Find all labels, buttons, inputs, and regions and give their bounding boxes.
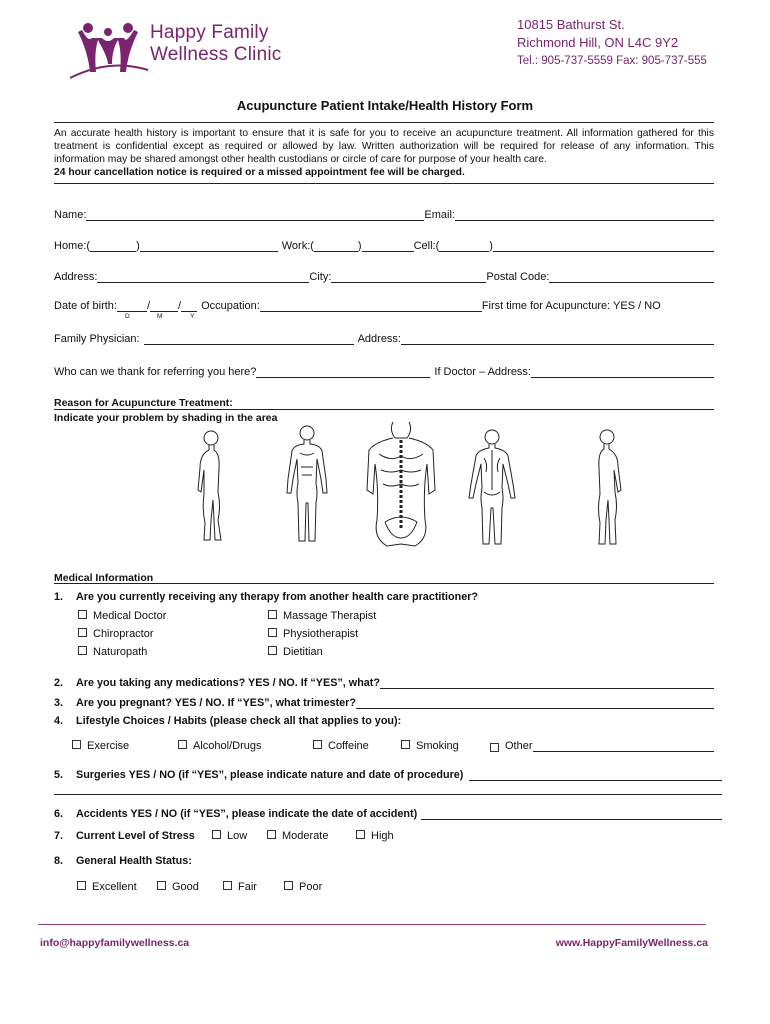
q4-text: Lifestyle Choices / Habits (please check all that applies to you):: [76, 715, 402, 727]
option-label: Fair: [238, 881, 257, 893]
work-phone-field[interactable]: [362, 240, 414, 252]
footer-email-link[interactable]: info@happyfamilywellness.ca: [40, 937, 190, 949]
checkbox-icon[interactable]: [78, 610, 87, 619]
medical-heading: Medical Information: [54, 572, 154, 584]
option-label: Low: [227, 830, 248, 842]
checkbox-icon[interactable]: [212, 830, 221, 839]
physician-row: [54, 329, 714, 345]
city-field[interactable]: [331, 271, 486, 283]
option-health-excellent[interactable]: [77, 881, 137, 893]
home-label: Home:(: [54, 240, 91, 252]
body-side-right-icon[interactable]: [588, 428, 628, 548]
dob-row: [54, 296, 714, 312]
name-email-row: [54, 205, 714, 221]
footer-website-link[interactable]: www.HappyFamilyWellness.ca: [555, 937, 708, 949]
option-massage-therapist[interactable]: [268, 610, 376, 622]
checkbox-icon[interactable]: [401, 740, 410, 749]
physician-address-label: Address:: [357, 333, 401, 345]
referral-label: Who can we thank for referring you here?: [54, 366, 257, 378]
q2-text: Are you taking any medications? YES / NO. If “YES”, what?: [76, 677, 380, 689]
home-phone-field[interactable]: [140, 240, 278, 252]
trimester-field[interactable]: [356, 697, 714, 709]
dob-sep-1: /: [146, 300, 151, 312]
option-exercise[interactable]: [72, 740, 129, 752]
q3-number: 3.: [54, 697, 64, 709]
accidents-field[interactable]: [421, 808, 722, 820]
option-label: Exercise: [87, 740, 130, 752]
option-label: Smoking: [416, 740, 459, 752]
option-label: Naturopath: [93, 646, 148, 658]
option-dietitian[interactable]: [268, 646, 323, 658]
reason-subheading: Indicate your problem by shading in the area: [54, 412, 278, 424]
question-1: [54, 591, 478, 603]
question-8: [54, 855, 192, 867]
clinic-name: [150, 22, 281, 66]
question-3: [54, 693, 714, 709]
work-area-field[interactable]: [314, 240, 358, 252]
clinic-name-line2: Wellness Clinic: [150, 44, 282, 65]
work-label: Work:(: [281, 240, 314, 252]
first-time-label: First time for Acupuncture: YES / NO: [481, 300, 661, 312]
physician-address-field[interactable]: [401, 333, 714, 345]
doctor-address-field[interactable]: [531, 366, 714, 378]
q2-number: 2.: [54, 677, 64, 689]
email-label: Email:: [424, 209, 455, 221]
form-title: Acupuncture Patient Intake/Health History Form: [236, 98, 534, 113]
option-chiropractor[interactable]: [78, 628, 154, 640]
clinic-name-line1: Happy Family: [150, 22, 269, 43]
address-city: Richmond Hill, ON L4C 9Y2: [517, 35, 679, 50]
option-label: Massage Therapist: [283, 610, 377, 622]
intro-divider: [54, 183, 714, 184]
q8-number: 8.: [54, 855, 64, 867]
q8-text: General Health Status:: [76, 855, 192, 867]
checkbox-icon[interactable]: [268, 646, 277, 655]
question-4: [54, 715, 401, 727]
intro-text: [54, 127, 714, 179]
name-field[interactable]: [86, 209, 424, 221]
dob-day-field[interactable]: [117, 300, 147, 312]
option-naturopath[interactable]: [78, 646, 147, 658]
option-stress-moderate[interactable]: [267, 830, 328, 842]
referral-field[interactable]: [256, 366, 430, 378]
checkbox-icon[interactable]: [78, 646, 87, 655]
q1-number: 1.: [54, 591, 64, 603]
surgeries-field-line2[interactable]: [54, 794, 722, 795]
name-label: Name:: [54, 209, 87, 221]
checkbox-icon[interactable]: [313, 740, 322, 749]
option-label: Poor: [299, 881, 323, 893]
cancellation-notice: 24 hour cancellation notice is required or a missed appointment fee will be charged.: [54, 167, 465, 178]
title-divider: [54, 122, 714, 123]
q6-text: Accidents YES / NO (if “YES”, please indicate the date of accident): [76, 808, 418, 820]
option-label: Physiotherapist: [283, 628, 359, 640]
question-6: [54, 804, 722, 820]
email-field[interactable]: [455, 209, 714, 221]
phone-row: [54, 236, 714, 252]
option-health-good[interactable]: [157, 881, 199, 893]
q4-number: 4.: [54, 715, 64, 727]
reason-heading: Reason for Acupuncture Treatment:: [54, 397, 233, 409]
checkbox-icon[interactable]: [157, 881, 166, 890]
option-label: High: [371, 830, 394, 842]
checkbox-icon[interactable]: [72, 740, 81, 749]
option-stress-low[interactable]: [212, 830, 247, 842]
q5-number: 5.: [54, 769, 64, 781]
checkbox-icon[interactable]: [356, 830, 365, 839]
address-label: Address:: [54, 271, 98, 283]
home-close: ): [136, 240, 140, 252]
dob-month-hint: M: [157, 313, 163, 320]
dob-year-hint: Y: [190, 313, 195, 320]
option-label: Chiropractor: [93, 628, 154, 640]
option-medical-doctor[interactable]: [78, 610, 166, 622]
dob-day-hint: D: [125, 313, 130, 320]
option-alcohol-drugs[interactable]: [178, 740, 261, 752]
option-label: Other: [505, 740, 533, 752]
checkbox-icon[interactable]: [223, 881, 232, 890]
option-label: Dietitian: [283, 646, 323, 658]
body-front-icon[interactable]: [284, 423, 330, 547]
dob-sep-2: /: [178, 300, 182, 312]
question-5: [54, 765, 722, 781]
body-back-icon[interactable]: [466, 428, 518, 548]
option-label: Coffeine: [328, 740, 369, 752]
q1-text: Are you currently receiving any therapy from another health care practitioner?: [76, 591, 478, 603]
question-2: [54, 673, 714, 689]
medications-field[interactable]: [380, 677, 714, 689]
dob-month-field[interactable]: [150, 300, 178, 312]
option-stress-high[interactable]: [356, 830, 394, 842]
body-side-left-icon[interactable]: [190, 428, 230, 546]
checkbox-icon[interactable]: [267, 830, 276, 839]
footer-divider: [38, 924, 706, 925]
address-phone: Tel.: 905-737-5559 Fax: 905-737-555: [517, 55, 707, 67]
option-coffeine[interactable]: [313, 740, 369, 752]
postal-label: Postal Code:: [486, 271, 550, 283]
option-health-poor[interactable]: [284, 881, 322, 893]
cell-phone-field[interactable]: [493, 240, 714, 252]
checkbox-icon[interactable]: [490, 743, 499, 752]
referral-row: [54, 362, 714, 378]
doctor-address-label: If Doctor – Address:: [434, 366, 531, 378]
checkbox-icon[interactable]: [268, 628, 277, 637]
q7-text: Current Level of Stress: [76, 830, 195, 842]
checkbox-icon[interactable]: [178, 740, 187, 749]
checkbox-icon[interactable]: [284, 881, 293, 890]
home-area-field[interactable]: [90, 240, 136, 252]
q6-number: 6.: [54, 808, 64, 820]
option-label: Alcohol/Drugs: [193, 740, 262, 752]
dob-year-field[interactable]: [181, 300, 197, 312]
cell-close: ): [489, 240, 493, 252]
occupation-label: Occupation:: [201, 300, 260, 312]
address-street: 10815 Bathurst St.: [517, 17, 625, 32]
q3-text: Are you pregnant? YES / NO. If “YES”, what trimester?: [76, 697, 356, 709]
physician-field[interactable]: [144, 333, 354, 345]
question-7: [54, 830, 195, 842]
cell-area-field[interactable]: [439, 240, 489, 252]
option-label: Medical Doctor: [93, 610, 167, 622]
option-other[interactable]: [490, 740, 714, 752]
occupation-field[interactable]: [260, 300, 482, 312]
cell-label: Cell:(: [413, 240, 440, 252]
reason-divider: [54, 409, 714, 410]
surgeries-field[interactable]: [469, 769, 722, 781]
option-health-fair[interactable]: [223, 881, 257, 893]
city-label: City:: [309, 271, 332, 283]
option-label: Moderate: [282, 830, 329, 842]
spine-back-icon[interactable]: [365, 420, 437, 552]
clinic-address: [517, 16, 707, 70]
dob-label: Date of birth:: [54, 300, 117, 312]
physician-label: Family Physician:: [54, 333, 140, 345]
address-row: [54, 267, 714, 283]
postal-field[interactable]: [549, 271, 714, 283]
option-label: Excellent: [92, 881, 137, 893]
option-label: Good: [172, 881, 199, 893]
intro-paragraph: An accurate health history is important to ensure that it is safe for you to receive an acupuncture treatment. All information gathered for this treatment is confidential except as required or allowed by law. Written authorization will be required for release of any information. This information may be shared amongst other health custodians or circle of care for purpose of your health care.: [54, 128, 714, 165]
option-smoking[interactable]: [401, 740, 459, 752]
work-close: ): [357, 240, 362, 252]
option-physiotherapist[interactable]: [268, 628, 358, 640]
address-field[interactable]: [97, 271, 309, 283]
other-field[interactable]: [533, 740, 714, 752]
checkbox-icon[interactable]: [78, 628, 87, 637]
q7-number: 7.: [54, 830, 64, 842]
checkbox-icon[interactable]: [77, 881, 86, 890]
medical-divider: [54, 583, 714, 584]
checkbox-icon[interactable]: [268, 610, 277, 619]
q5-text: Surgeries YES / NO (if “YES”, please indicate nature and date of procedure): [76, 769, 464, 781]
